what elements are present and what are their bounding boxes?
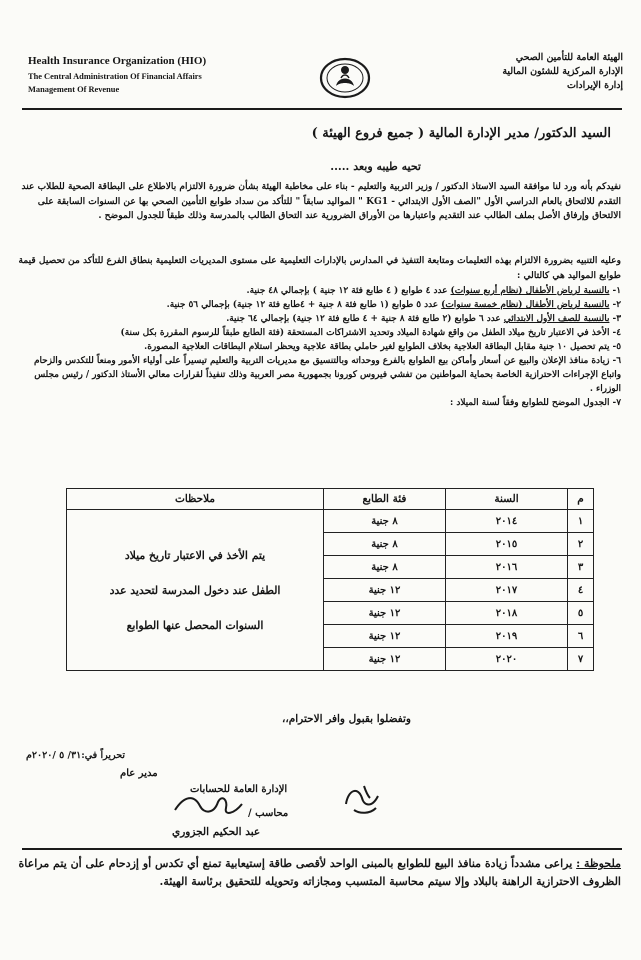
row-index: ٤ [568, 579, 594, 602]
list-item: ٦- زيادة منافذ الإعلان والبيع عن أسعار وأماكن بيع الطوابع بالفرع ووحداته وبالتنسيق مع مديريات التربية والتعليم تيسيراً على أولياء الأمور ومنعاً للتكدس والزحام واتباع الإجراءات الاحترازية الخاصة بحماية المواطنين من تفشي فيروس كورونا بجمهورية مصر العربية وذلك تنفيذاً لقرارات معالي الأستاذ الدكتور / رئيس مجلس الوزراء . [33, 356, 621, 394]
row-index: ٥ [568, 602, 594, 625]
list-item: ٢- بالنسبة لرياض الأطفال (نظام خمسة سنوات) عدد ٥ طوابع (١ طابع فئة ٨ جنية + ٤طابع فئة ١٢ جنية) بإجمالي ٥٦ جنية. [166, 300, 621, 310]
row-fee: ٨ جنية [324, 533, 446, 556]
admin-name-en: The Central Administration Of Financial Affairs [28, 72, 202, 81]
org-name-ar: الهيئة العامة للتأمين الصحي [515, 52, 623, 63]
row-fee: ١٢ جنية [324, 579, 446, 602]
row-index: ١ [568, 510, 594, 533]
initials-signature [340, 780, 384, 820]
salutation: السيد الدكتور/ مدير الإدارة المالية ( جميع فروع الهيئة ) [311, 126, 611, 141]
row-year: ٢٠١٨ [446, 602, 568, 625]
header-divider [22, 108, 622, 110]
list-item: ٧- الجدول الموضح للطوابع وفقاً لسنة الميلاد : [450, 398, 621, 408]
final-note-text: يراعى مشدداً زيادة منافذ البيع للطوابع بالمبنى الواحد لأقصى طاقة إستيعابية تمنع أي تكدس أو إزدحام على أن يتم مراعاة الظروف الاحترازية الراهنة بالبلاد وإلا سيتم محاسبة المتسبب ومجازاته وتحويله للتحقيق برئاسة الهيئة. [18, 857, 621, 888]
table-row [67, 510, 594, 533]
row-fee: ١٢ جنية [324, 602, 446, 625]
table-header-row [67, 489, 594, 510]
header-index: م [568, 489, 594, 510]
instruction-paragraph: وعليه التنبيه بضرورة الالتزام بهذه التعليمات ومتابعة التنفيذ في المدارس بالإدارات التعليمية على مستوى المديريات التعليمية بنطاق الفرع للتأكد من تحصيل قيمة طوابع المواليد هي كالتالي : [18, 255, 621, 281]
hio-logo [318, 56, 372, 100]
row-index: ٢ [568, 533, 594, 556]
note-line: الطفل عند دخول المدرسة لتحديد عدد [109, 583, 281, 597]
issue-date: تحريراً في:٣١/ ٥ /٢٠٢٠م [26, 750, 126, 761]
final-note-label: ملحوظة : [576, 857, 621, 870]
header-year: السنة [446, 489, 568, 510]
intro-paragraph: نفيدكم بأنه ورد لنا موافقة السيد الاستاذ الدكتور / وزير التربية والتعليم - بناء على مخاطبة الهيئة بشأن ضرورة الالتزام بالاطلاع على البطاقة الصحية للطلاب عند التقدم للالتحاق بالعام الدراسي الأول "الصف الأول الابتدائي - KG1 " المواليد سابقاً " للتأكد من سداد طوابع التأمين الصحي بها عن السنوات السابقة على الالتحاق وإرفاق الأصل بملف الطالب عند التقديم واعتبارها من الأوراق الضرورية عند التحاق الطالب بالمدرسة وذلك طبقاً للجدول الموضح . [21, 181, 621, 221]
signatory-name: عبد الحكيم الجزوري [172, 826, 261, 838]
header-stamp-value: فئة الطابع [324, 489, 446, 510]
handwritten-signature [170, 790, 250, 824]
instructions-list [16, 284, 621, 410]
list-item: ٣- بالنسبة للصف الأول الابتدائي عدد ٦ طوابع (٢ طابع فئة ٨ جنية + ٤ طابع فئة ١٢ جنية) بإجمالي ٦٤ جنية. [226, 314, 621, 324]
notes-cell [67, 510, 324, 671]
row-index: ٦ [568, 625, 594, 648]
footer-divider [22, 848, 622, 850]
row-fee: ٨ جنية [324, 510, 446, 533]
list-item: ١- بالنسبة لرياض الأطفال (نظام أربع سنوات) عدد ٤ طوابع ( ٤ طابع فئة ١٢ جنية ) بإجمالي ٤٨ جنية. [246, 286, 621, 296]
closing-thanks: وتفضلوا بقبول وافر الاحترام،، [281, 713, 411, 725]
stamp-fee-table [66, 488, 594, 671]
signatory-department: الإدارة العامة للحسابات [190, 784, 288, 795]
row-year: ٢٠١٥ [446, 533, 568, 556]
row-year: ٢٠١٧ [446, 579, 568, 602]
row-year: ٢٠٢٠ [446, 648, 568, 671]
org-name-en: Health Insurance Organization (HIO) [28, 55, 207, 67]
row-index: ٣ [568, 556, 594, 579]
admin-name-ar: الإدارة المركزية للشئون المالية [502, 66, 623, 77]
row-year: ٢٠١٤ [446, 510, 568, 533]
row-year: ٢٠١٩ [446, 625, 568, 648]
department-name-en: Management Of Revenue [28, 85, 120, 94]
final-note [16, 855, 621, 891]
signatory-title: مدير عام [120, 768, 158, 779]
row-year: ٢٠١٦ [446, 556, 568, 579]
header-notes: ملاحظات [67, 489, 324, 510]
row-fee: ١٢ جنية [324, 648, 446, 671]
list-item: ٥- يتم تحصيل ١٠ جنية مقابل البطاقة العلاجية بخلاف الطوابع لغير حاملي بطاقة علاجية ويحظر استلام البطاقات العلاجية المصورة. [144, 342, 621, 352]
row-fee: ٨ جنية [324, 556, 446, 579]
list-item: ٤- الأخذ في الاعتبار تاريخ ميلاد الطفل من واقع شهادة الميلاد وتحديد الاشتراكات المستحقة (فئة الطابع طبقاً للرسوم المقررة بكل سنة) [120, 328, 621, 338]
note-line: يتم الأخذ في الاعتبار تاريخ ميلاد [124, 548, 266, 562]
row-index: ٧ [568, 648, 594, 671]
note-line: السنوات المحصل عنها الطوابع [126, 618, 264, 632]
department-name-ar: إدارة الإيرادات [566, 80, 623, 91]
greeting: تحيه طيبه وبعد ..... [330, 160, 421, 173]
signatory-role: محاسب / [248, 808, 289, 819]
row-fee: ١٢ جنية [324, 625, 446, 648]
